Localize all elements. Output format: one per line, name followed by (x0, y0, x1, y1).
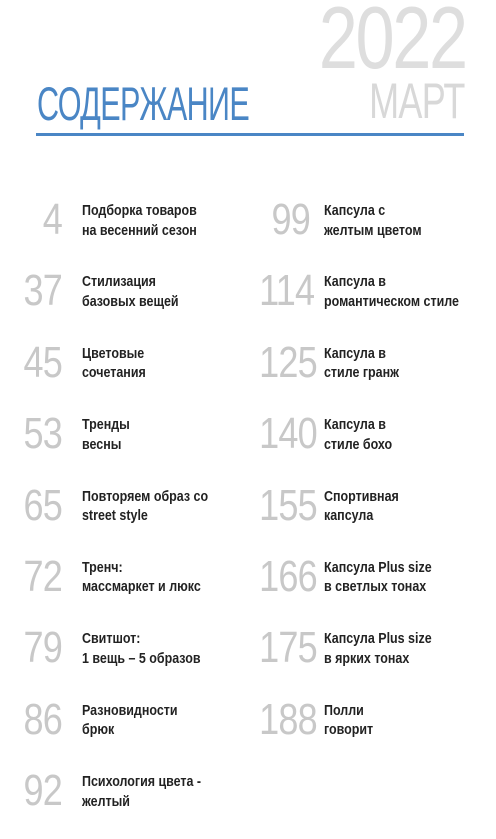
toc-entry-title: Подборка товаров на весенний сезон (82, 203, 197, 239)
toc-page-number: 4 (42, 195, 62, 244)
toc-entry[interactable] (248, 482, 488, 553)
toc-page-number: 65 (23, 480, 63, 530)
toc-entry[interactable] (248, 410, 488, 481)
toc-entry-title: Цветовые сочетания (82, 345, 146, 382)
title-underline (36, 133, 464, 136)
toc-entry-title: Спортивная капсула (324, 488, 399, 525)
toc-page-number: 72 (23, 551, 63, 601)
toc-entry-title: Повторяем образ со street style (82, 488, 209, 525)
toc-page-number: 92 (23, 766, 63, 816)
toc-entry[interactable] (10, 196, 240, 267)
toc-entry[interactable] (10, 410, 240, 481)
toc-entry-title: Капсула с желтым цветом (324, 203, 422, 239)
toc-page-number: 166 (259, 551, 317, 601)
toc-entry-title: Капсула Plus size в светлых тонах (324, 559, 432, 596)
toc-entry[interactable] (10, 339, 240, 410)
toc-entry-title: Разновидности брюк (82, 702, 178, 739)
toc-entry[interactable] (10, 267, 240, 338)
toc-entry-title: Стилизация базовых вещей (82, 274, 179, 310)
toc-page-number: 114 (259, 266, 315, 316)
toc-entry[interactable] (248, 696, 488, 767)
toc-entry[interactable] (10, 696, 240, 767)
toc-page-number: 125 (259, 337, 317, 387)
toc-page-number: 175 (259, 623, 317, 673)
toc-page-number: 155 (259, 480, 317, 530)
toc-page-number: 37 (23, 266, 63, 316)
toc-entry-title: Психология цвета - желтый (82, 774, 202, 810)
toc-page-number: 45 (23, 337, 63, 387)
toc-entry[interactable] (10, 553, 240, 624)
toc-entry-title: Капсула в романтическом стиле (324, 274, 459, 310)
toc-entry-title: Тренды весны (82, 417, 130, 453)
toc-page-number: 79 (23, 623, 63, 673)
toc-page-number: 188 (259, 694, 317, 744)
toc-page-number: 86 (23, 694, 63, 744)
toc-entry-title: Свитшот: 1 вещь – 5 образов (82, 631, 201, 667)
toc-entry[interactable] (10, 482, 240, 553)
toc-entry[interactable] (248, 267, 488, 338)
contents-column-right (248, 196, 488, 767)
toc-page-number: 99 (271, 195, 310, 244)
toc-page-number: 53 (23, 409, 63, 459)
toc-entry[interactable] (248, 339, 488, 410)
toc-entry-title: Капсула в стиле бохо (324, 417, 393, 453)
toc-entry-title: Капсула в стиле гранж (324, 345, 399, 382)
toc-entry[interactable] (10, 624, 240, 695)
contents-column-left (10, 196, 240, 839)
toc-entry-title: Тренч: массмаркет и люкс (82, 559, 201, 596)
toc-entry[interactable] (248, 624, 488, 695)
page-title: СОДЕРЖАНИЕ (37, 77, 250, 130)
issue-month: МАРТ (369, 73, 465, 129)
toc-entry[interactable] (10, 767, 240, 838)
toc-entry[interactable] (248, 196, 488, 267)
issue-year: 2022 (318, 0, 466, 87)
toc-page-number: 140 (259, 409, 317, 459)
toc-entry-title: Капсула Plus size в ярких тонах (324, 631, 432, 667)
toc-entry[interactable] (248, 553, 488, 624)
toc-entry-title: Полли говорит (324, 702, 374, 739)
